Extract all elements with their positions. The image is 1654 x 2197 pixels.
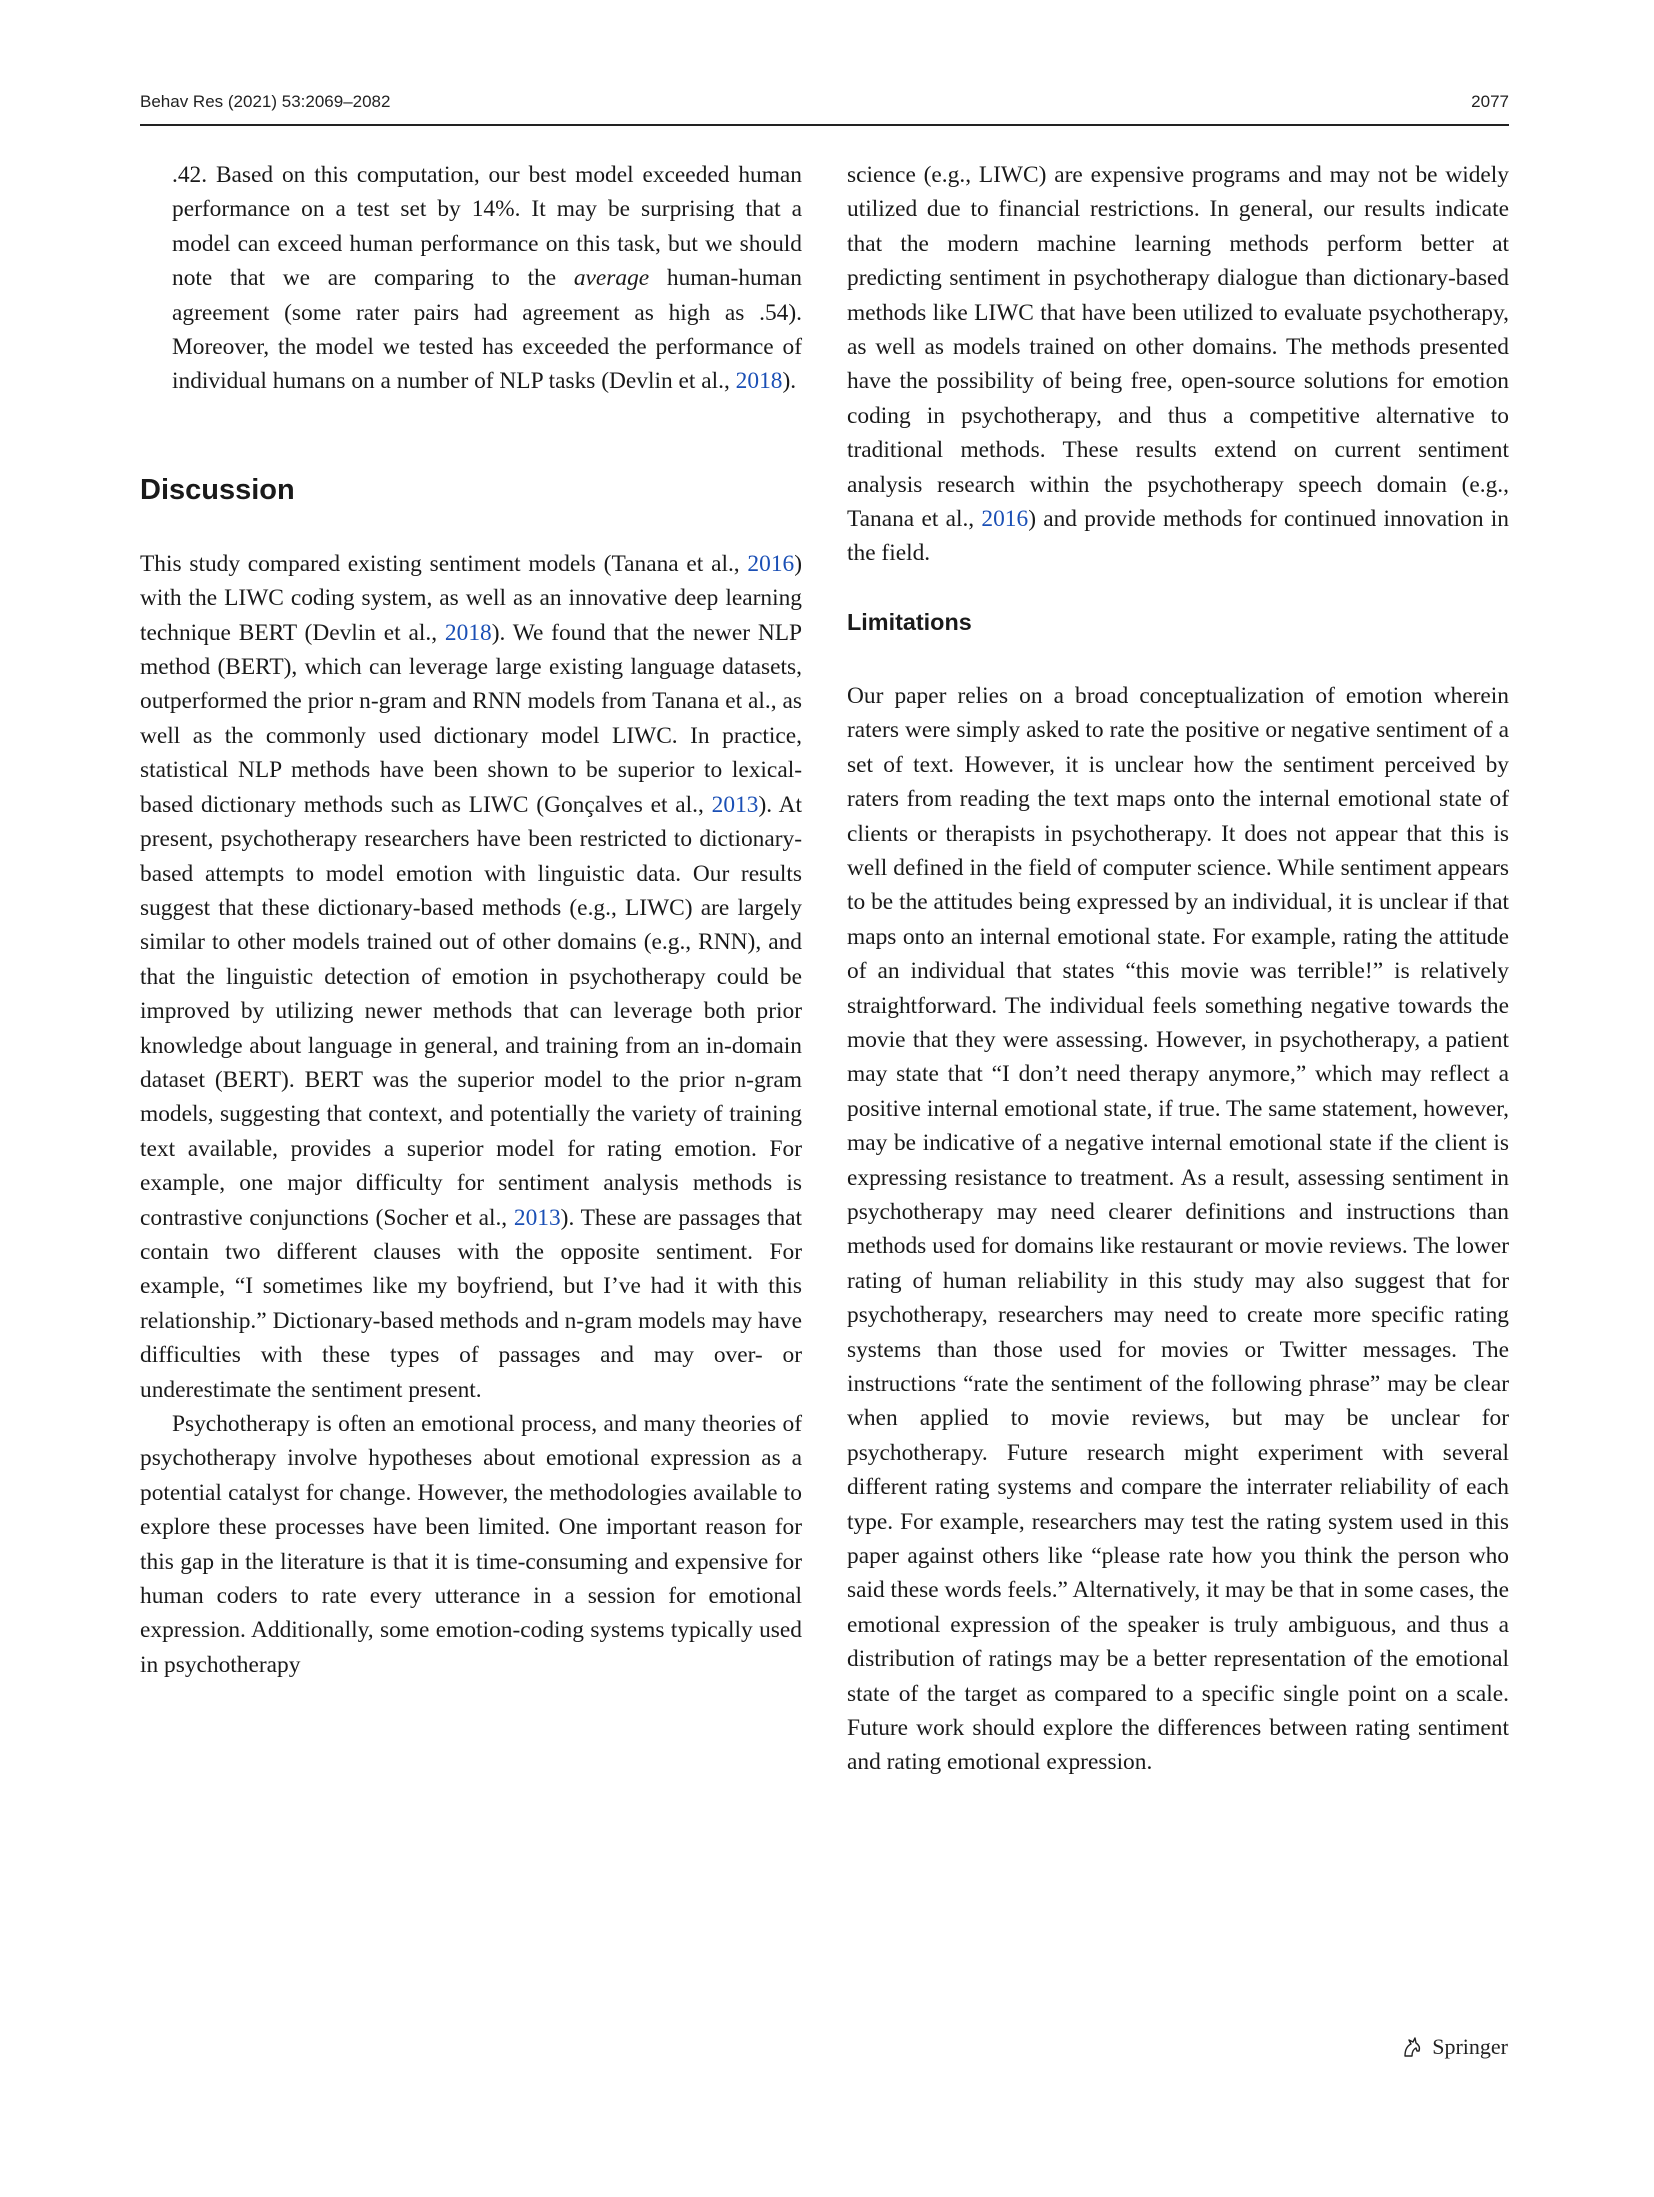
journal-citation: Behav Res (2021) 53:2069–2082: [140, 92, 391, 111]
publisher-name: Springer: [1432, 2034, 1508, 2059]
continued-paragraph-right: [847, 158, 1509, 571]
emphasis-text: average: [573, 265, 650, 292]
continued-paragraph-left: [140, 158, 802, 399]
citation-link[interactable]: 2013: [513, 1204, 561, 1231]
text-span: science (e.g., LIWC) are expensive programs and may not be widely utilized due to financial restrictions. In general, our results indicate that the modern machine learning methods perform better at predicting sentiment in psychotherapy dialogue than dictionary-based methods like LIWC that have been utilized to evaluate psychotherapy, as well as models trained on other domains. The methods presented have the possibility of being free, open-source solutions for emotion coding in psychotherapy, and thus a competitive alternative to traditional methods. These results extend on current sentiment analysis research within the psychotherapy speech domain (e.g., Tanana et al.,: [847, 162, 1509, 533]
citation-link[interactable]: 2013: [711, 791, 759, 818]
text-span: ). At present, psychotherapy researchers have been restricted to dictionary-based attempts to model emotion with linguistic data. Our results suggest that these dictionary-based methods (e.g., LIWC) are largely similar to other models trained out of other domains (e.g., RNN), and that the linguistic detection of emotion in psychotherapy could be improved by utilizing newer methods that can leverage both prior knowledge about language in general, and training from an in-domain dataset (BERT). BERT was the superior model to the prior n-gram models, suggesting that context, and potentially the variety of training text available, provides a superior model for rating emotion. For example, one major difficulty for sentiment analysis methods is contrastive conjunctions (Socher et al.,: [140, 791, 802, 1231]
limitations-paragraph: Our paper relies on a broad conceptualization of emotion wherein raters were simply asked to rate the positive or negative sentiment of a set of text. However, it is unclear how the sentiment perceived by raters from reading the text maps onto the internal emotional state of clients or therapists in psychotherapy. It does not appear that this is well defined in the field of computer science. While sentiment appears to be the attitudes being expressed by an individual, it is unclear if that maps onto an internal emotional state. For example, rating the attitude of an individual that states “this movie was terrible!” is relatively straightforward. The individual feels something negative towards the movie that they were assessing. However, in psychotherapy, a patient may state that “I don’t need therapy anymore,” which may reflect a positive internal emotional state, if true. The same statement, however, may be indicative of a negative internal emotional state if the client is expressing resistance to treatment. As a result, assessing sentiment in psychotherapy may need clearer definitions and instructions than methods used for domains like restaurant or movie reviews. The lower rating of human reliability in this study may also suggest that for psychotherapy, researchers may need to create more specific rating systems than those used for movies or Twitter messages. The instructions “rate the sentiment of the following phrase” may be clear when applied to movie reviews, but may be unclear for psychotherapy. Future research might experiment with several different rating systems and compare the interrater reliability of each type. For example, researchers may test the rating system used in this paper against others like “please rate how you think the person who said these words feels.” Alternatively, it may be that in some cases, the emotional expression of the speaker is truly ambiguous, and thus a distribution of ratings may be a better representation of the emotional state of the target as compared to a specific single point on a scale. Future work should explore the differences between rating sentiment and rating emotional expression.: [847, 682, 1509, 1776]
citation-link[interactable]: 2016: [747, 550, 795, 577]
discussion-paragraph-2: Psychotherapy is often an emotional process, and many theories of psychotherapy involve hypotheses about emotional expression as a potential catalyst for change. However, the methodologies available to explore these processes have been limited. One important reason for this gap in the literature is that it is time-consuming and expensive for human coders to rate every utterance in a session for emotional expression. Additionally, some emotion-coding systems typically used in psychotherapy: [140, 1411, 802, 1678]
citation-link[interactable]: 2016: [981, 506, 1029, 533]
page-number: 2077: [1471, 92, 1509, 111]
limitations-heading: Limitations: [847, 608, 972, 635]
citation-link[interactable]: 2018: [735, 368, 783, 395]
right-column: [847, 158, 1509, 1780]
text-span: ) and provide methods for continued innovation in the field.: [847, 506, 1509, 567]
discussion-paragraph-1: [140, 547, 802, 1407]
discussion-heading: Discussion: [140, 473, 295, 506]
text-span: ).: [782, 368, 797, 395]
springer-horse-icon: [1400, 2035, 1424, 2059]
text-span: ) with the LIWC coding system, as well as an innovative deep learning technique BERT (Devlin et al.,: [140, 550, 802, 646]
publisher-logo: [1400, 2034, 1508, 2060]
running-head: [140, 88, 1509, 126]
text-span: ). These are passages that contain two different clauses with the opposite sentiment. For example, “I sometimes like my boyfriend, but I’ve had it with this relationship.” Dictionary-based methods and n-gram models may have difficulties with these types of passages and may over- or underestimate the sentiment present.: [140, 1204, 802, 1403]
text-span: human-human agreement (some rater pairs had agreement as high as .54). Moreover, the model we tested has exceeded the performance of individual humans on a number of NLP tasks (Devlin et al.,: [172, 265, 802, 395]
citation-link[interactable]: 2018: [444, 619, 492, 646]
left-column: [140, 158, 802, 1682]
text-span: ). We found that the newer NLP method (BERT), which can leverage large existing language datasets, outperformed the prior n-gram and RNN models from Tanana et al., as well as the commonly used dictionary model LIWC. In practice, statistical NLP methods have been shown to be superior to lexical-based dictionary methods such as LIWC (Gonçalves et al.,: [140, 619, 803, 818]
text-span: This study compared existing sentiment models (Tanana et al.,: [140, 550, 748, 577]
text-span: .42. Based on this computation, our best model exceeded human performance on a test set by 14%. It may be surprising that a model can exceed human performance on this task, but we should note that we are comparing to the: [172, 162, 802, 292]
